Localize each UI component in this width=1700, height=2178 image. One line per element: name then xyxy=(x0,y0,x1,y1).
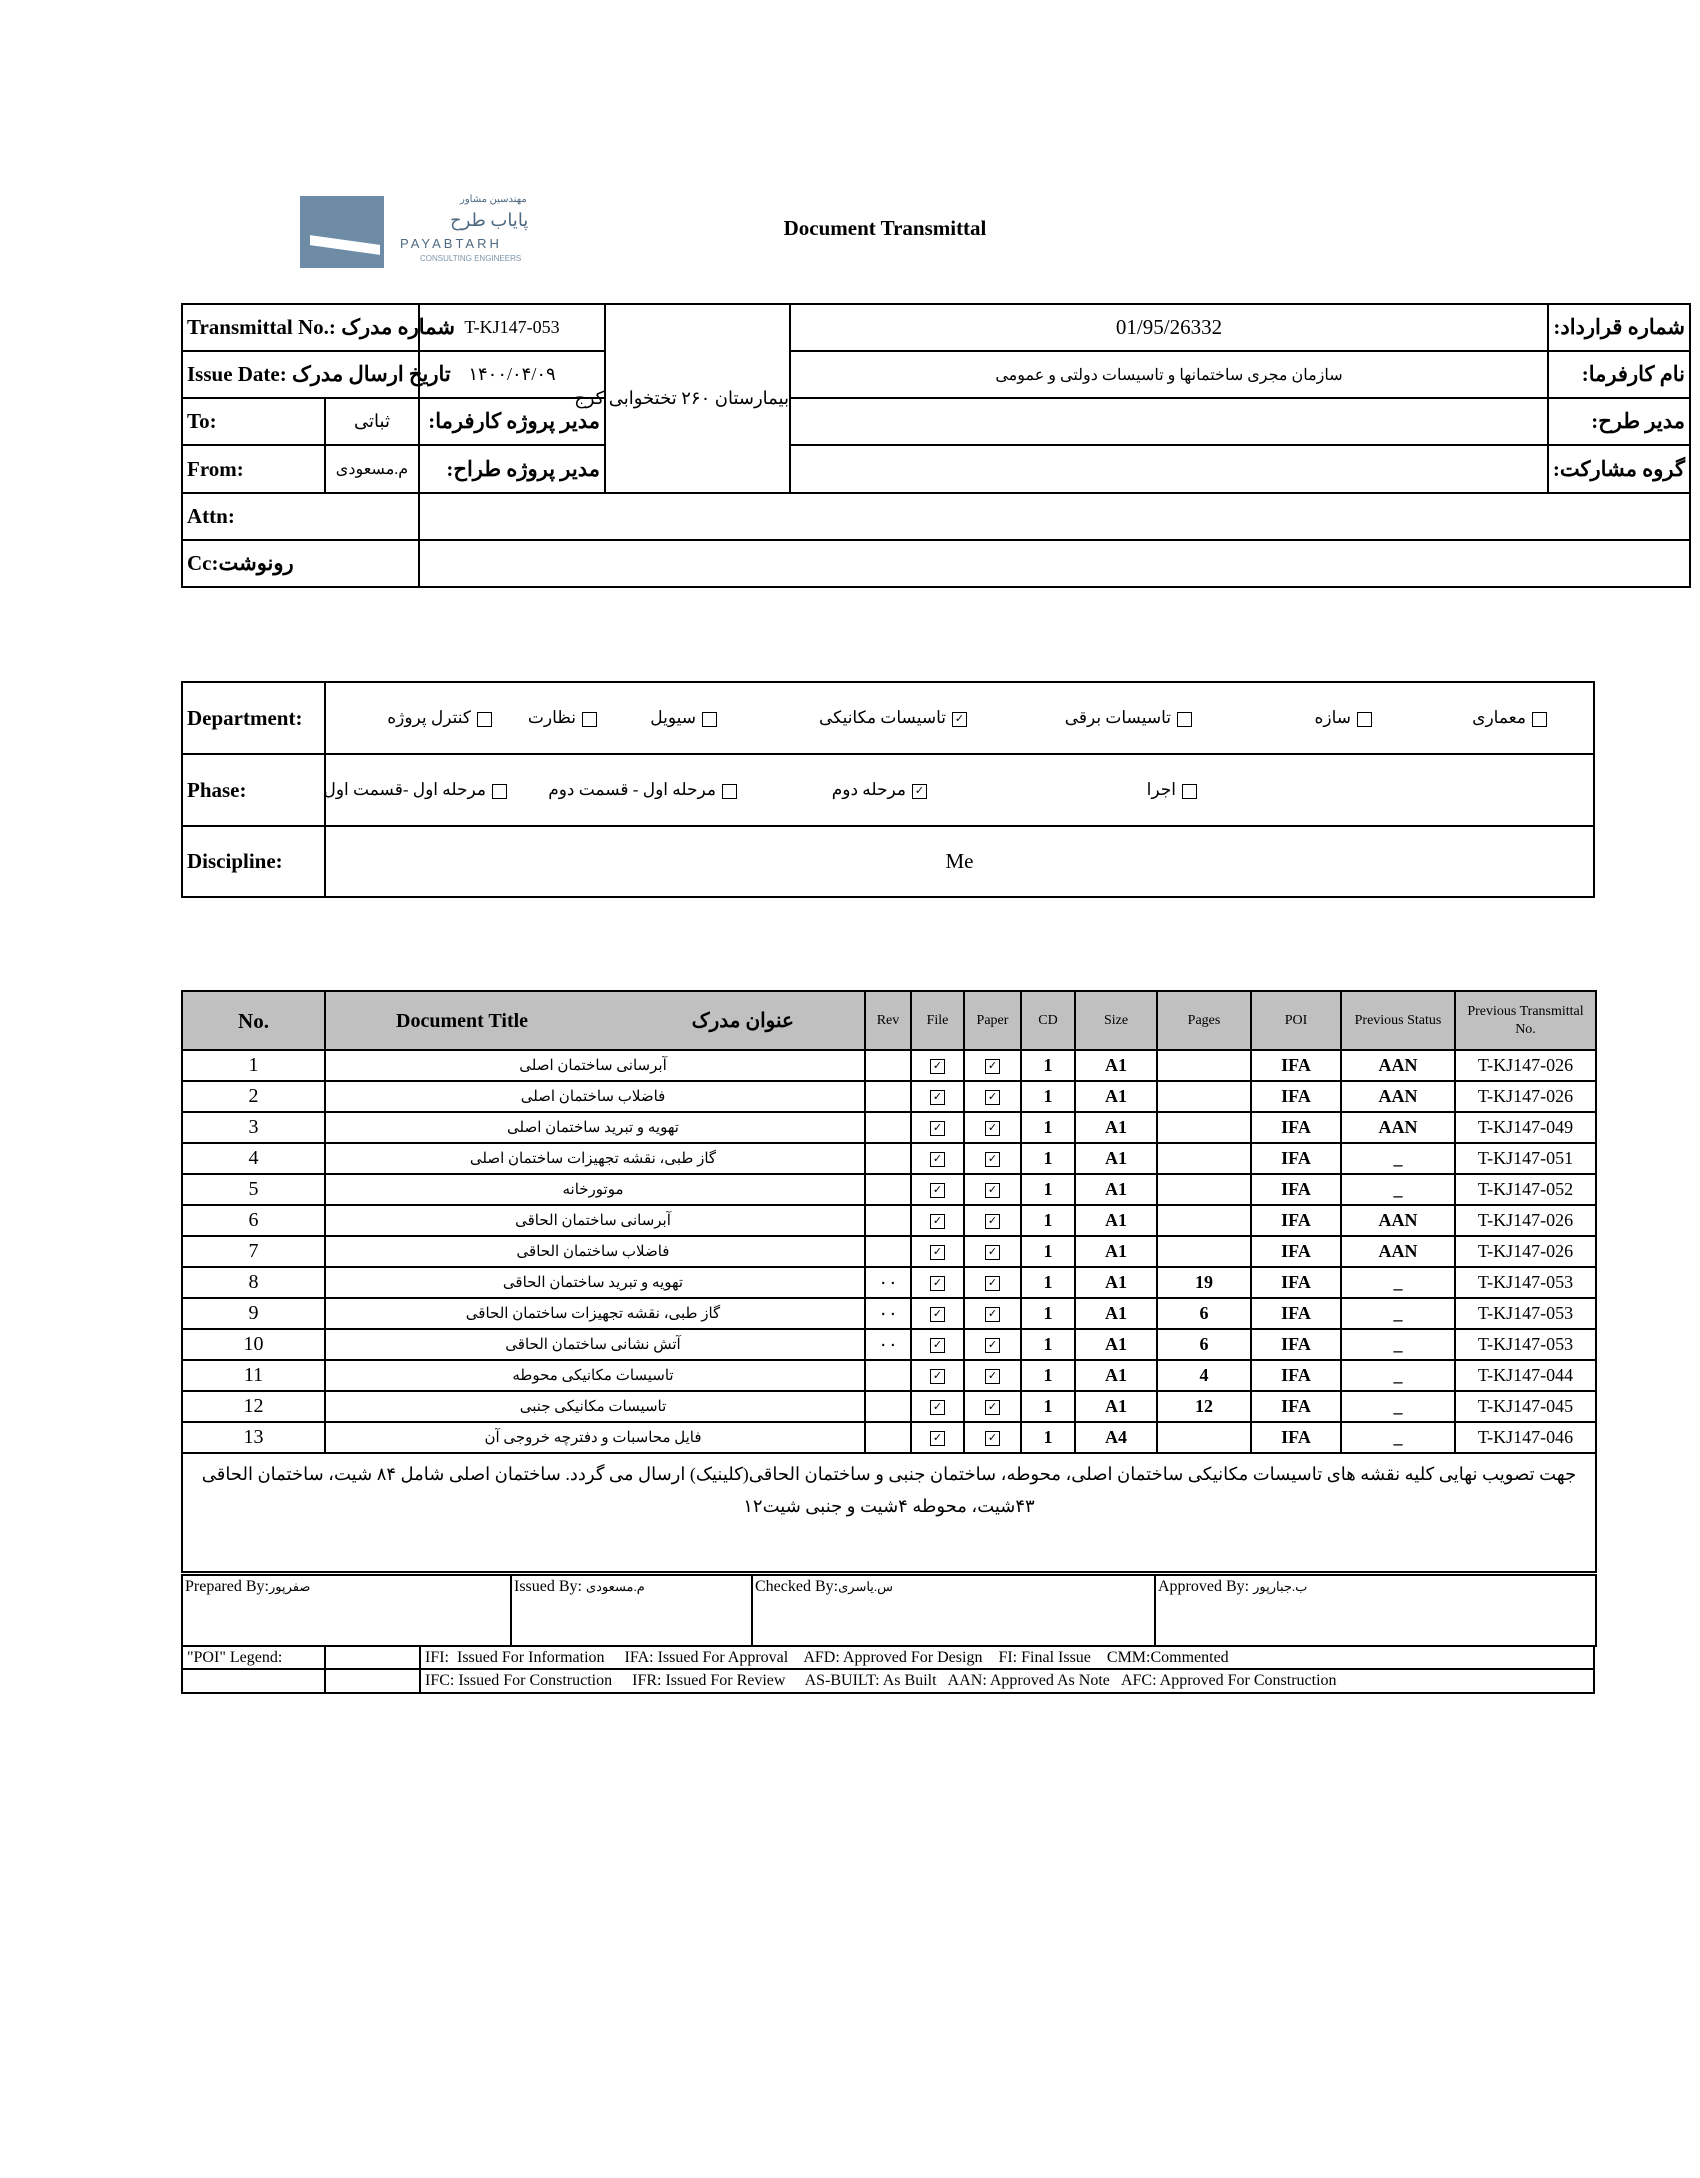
checkbox-icon[interactable] xyxy=(477,712,492,727)
cell-size: A1 xyxy=(1075,1143,1157,1174)
cell-no: 10 xyxy=(182,1329,325,1360)
cell-cd: 1 xyxy=(1021,1298,1075,1329)
checkbox-icon[interactable]: ✓ xyxy=(930,1183,945,1198)
cell-cd: 1 xyxy=(1021,1050,1075,1081)
logo-text-en: PAYABTARH xyxy=(400,236,502,251)
contract-no: 01/95/26332 xyxy=(790,304,1548,351)
checkbox-icon[interactable]: ✓ xyxy=(930,1214,945,1229)
logo-text-fa: پایاب طرح xyxy=(450,210,529,230)
checkbox-icon[interactable]: ✓ xyxy=(985,1245,1000,1260)
legend-spacer xyxy=(325,1646,420,1669)
cell-rev xyxy=(865,1236,911,1267)
table-row xyxy=(182,1143,1596,1174)
poi-legend-table xyxy=(181,1645,1595,1694)
checkbox-icon[interactable] xyxy=(1532,712,1547,727)
cell-prev: T-KJ147-052 xyxy=(1455,1174,1596,1205)
cell-prev: T-KJ147-051 xyxy=(1455,1143,1596,1174)
checkbox-icon[interactable]: ✓ xyxy=(985,1121,1000,1136)
cell-status: _ xyxy=(1341,1267,1455,1298)
table-row xyxy=(182,1081,1596,1112)
phase-label: Phase: xyxy=(182,754,325,826)
cell-cd: 1 xyxy=(1021,1236,1075,1267)
from-value: م.مسعودی xyxy=(325,445,419,493)
transmittal-no-label: Transmittal No.: شماره مدرک xyxy=(182,304,419,351)
option-label: تاسیسات مکانیکی xyxy=(819,708,946,727)
option-label: کنترل پروژه xyxy=(387,708,471,727)
to-label: To: xyxy=(182,398,325,445)
cell-title: آتش نشانی ساختمان الحاقی xyxy=(325,1329,865,1360)
col-title: Document Title عنوان مدرک xyxy=(325,991,865,1050)
col-poi: POI xyxy=(1251,991,1341,1050)
dept-option[interactable] xyxy=(387,708,498,728)
cell-rev xyxy=(865,1360,911,1391)
checkbox-icon[interactable]: ✓ xyxy=(985,1276,1000,1291)
cell-status: AAN xyxy=(1341,1081,1455,1112)
approved-by: Approved By: ب.جبارپور xyxy=(1155,1575,1596,1646)
cell-rev: ۰۰ xyxy=(865,1329,911,1360)
phase-options xyxy=(325,754,1594,826)
cell-title: آبرسانی ساختمان الحاقی xyxy=(325,1205,865,1236)
cell-rev xyxy=(865,1081,911,1112)
discipline-value: Me xyxy=(325,826,1594,897)
cell-size: A1 xyxy=(1075,1081,1157,1112)
cell-title: گاز طبی، نقشه تجهیزات ساختمان اصلی xyxy=(325,1143,865,1174)
partner-value xyxy=(790,445,1548,493)
cell-poi: IFA xyxy=(1251,1081,1341,1112)
cell-pages xyxy=(1157,1422,1251,1453)
cell-prev: T-KJ147-053 xyxy=(1455,1329,1596,1360)
dept-option[interactable] xyxy=(1314,708,1378,728)
cell-prev: T-KJ147-053 xyxy=(1455,1298,1596,1329)
transmittal-no: T-KJ147-053 xyxy=(419,304,605,351)
cell-poi: IFA xyxy=(1251,1112,1341,1143)
dept-option[interactable] xyxy=(819,708,973,728)
cell-pages: 6 xyxy=(1157,1329,1251,1360)
partner-label: گروه مشارکت: xyxy=(1548,445,1690,493)
checkbox-icon[interactable]: ✓ xyxy=(985,1400,1000,1415)
cell-size: A1 xyxy=(1075,1174,1157,1205)
table-row xyxy=(182,1360,1596,1391)
checkbox-icon[interactable]: ✓ xyxy=(930,1152,945,1167)
cell-cd: 1 xyxy=(1021,1391,1075,1422)
checkbox-icon[interactable] xyxy=(1357,712,1372,727)
cell-poi: IFA xyxy=(1251,1329,1341,1360)
checkbox-icon[interactable]: ✓ xyxy=(930,1245,945,1260)
cell-rev xyxy=(865,1174,911,1205)
cell-size: A1 xyxy=(1075,1298,1157,1329)
cell-prev: T-KJ147-026 xyxy=(1455,1236,1596,1267)
cell-paper xyxy=(964,1422,1021,1453)
dept-option[interactable] xyxy=(1065,708,1198,728)
divider xyxy=(418,492,420,586)
cell-title: تاسیسات مکانیکی محوطه xyxy=(325,1360,865,1391)
prepared-by: Prepared By:صفرپور xyxy=(182,1575,511,1646)
client-label: نام کارفرما: xyxy=(1548,351,1690,398)
checkbox-icon[interactable]: ✓ xyxy=(985,1431,1000,1446)
cell-file xyxy=(911,1050,964,1081)
option-label: سازه xyxy=(1314,708,1351,727)
legend-label: "POI" Legend: xyxy=(182,1646,325,1669)
transmittal-note: جهت تصویب نهایی کلیه نقشه های تاسیسات مکانیکی ساختمان اصلی، محوطه، ساختمان جنبی و ساختمان الحاقی(کلینیک) ارسال می گردد. ساختمان اصلی شامل ۸۴ شیت، ساختمان الحاقی ۴۳شیت، محوطه ۴شیت و جنبی شیت۱۲ xyxy=(182,1453,1596,1572)
cell-rev xyxy=(865,1205,911,1236)
cell-title: گاز طبی، نقشه تجهیزات ساختمان الحاقی xyxy=(325,1298,865,1329)
cell-title: فاضلاب ساختمان اصلی xyxy=(325,1081,865,1112)
from-label: From: xyxy=(182,445,325,493)
cell-cd: 1 xyxy=(1021,1329,1075,1360)
cell-no: 6 xyxy=(182,1205,325,1236)
checkbox-icon[interactable]: ✓ xyxy=(985,1090,1000,1105)
cell-poi: IFA xyxy=(1251,1174,1341,1205)
cell-no: 13 xyxy=(182,1422,325,1453)
cell-cd: 1 xyxy=(1021,1422,1075,1453)
option-label: مرحله اول -قسمت اول xyxy=(323,780,486,799)
cell-prev: T-KJ147-053 xyxy=(1455,1267,1596,1298)
cell-size: A1 xyxy=(1075,1329,1157,1360)
phase-option[interactable] xyxy=(323,780,513,800)
col-file: File xyxy=(911,991,964,1050)
cell-paper xyxy=(964,1236,1021,1267)
option-label: سیویل xyxy=(650,708,696,727)
cell-cd: 1 xyxy=(1021,1112,1075,1143)
cell-title: فاضلاب ساختمان الحاقی xyxy=(325,1236,865,1267)
discipline-label: Discipline: xyxy=(182,826,325,897)
department-label: Department: xyxy=(182,682,325,754)
cell-cd: 1 xyxy=(1021,1360,1075,1391)
col-cd: CD xyxy=(1021,991,1075,1050)
cell-file xyxy=(911,1360,964,1391)
company-logo xyxy=(300,194,565,270)
checkbox-icon[interactable]: ✓ xyxy=(930,1338,945,1353)
cell-pages xyxy=(1157,1081,1251,1112)
cell-file xyxy=(911,1236,964,1267)
cell-pages xyxy=(1157,1236,1251,1267)
checkbox-icon[interactable]: ✓ xyxy=(930,1307,945,1322)
cell-pages: 19 xyxy=(1157,1267,1251,1298)
cell-pages xyxy=(1157,1050,1251,1081)
dept-option[interactable] xyxy=(528,708,603,728)
cell-file xyxy=(911,1267,964,1298)
checkbox-icon[interactable]: ✓ xyxy=(930,1121,945,1136)
legend-spacer xyxy=(182,1669,325,1693)
checkbox-icon[interactable] xyxy=(722,784,737,799)
cell-title: تهویه و تبرید ساختمان الحاقی xyxy=(325,1267,865,1298)
page-title: Document Transmittal xyxy=(783,216,987,240)
checkbox-icon[interactable]: ✓ xyxy=(985,1059,1000,1074)
checkbox-icon[interactable] xyxy=(582,712,597,727)
cell-file xyxy=(911,1205,964,1236)
checkbox-icon[interactable]: ✓ xyxy=(985,1369,1000,1384)
dept-option[interactable] xyxy=(650,708,723,728)
table-row xyxy=(182,1174,1596,1205)
cell-paper xyxy=(964,1174,1021,1205)
cell-paper xyxy=(964,1391,1021,1422)
cell-pages xyxy=(1157,1174,1251,1205)
classification-table xyxy=(181,681,1595,898)
cell-status: _ xyxy=(1341,1422,1455,1453)
cell-rev xyxy=(865,1112,911,1143)
cell-paper xyxy=(964,1081,1021,1112)
cell-paper xyxy=(964,1143,1021,1174)
table-row xyxy=(182,1298,1596,1329)
cell-file xyxy=(911,1112,964,1143)
table-row xyxy=(182,1236,1596,1267)
cell-poi: IFA xyxy=(1251,1236,1341,1267)
contract-label: شماره قرارداد: xyxy=(1548,304,1690,351)
cell-status: _ xyxy=(1341,1174,1455,1205)
cell-rev xyxy=(865,1391,911,1422)
option-label: تاسیسات برقی xyxy=(1064,708,1171,727)
cell-paper xyxy=(964,1329,1021,1360)
attn-label: Attn: xyxy=(182,493,419,540)
col-no: No. xyxy=(182,991,325,1050)
checkbox-icon[interactable]: ✓ xyxy=(930,1276,945,1291)
cell-title: تاسیسات مکانیکی جنبی xyxy=(325,1391,865,1422)
legend-spacer xyxy=(325,1669,420,1693)
cell-size: A1 xyxy=(1075,1267,1157,1298)
cell-size: A1 xyxy=(1075,1391,1157,1422)
cell-paper xyxy=(964,1112,1021,1143)
cell-cd: 1 xyxy=(1021,1081,1075,1112)
signatures-table xyxy=(181,1574,1597,1647)
col-prev-status: Previous Status xyxy=(1341,991,1455,1050)
cell-status: AAN xyxy=(1341,1205,1455,1236)
cell-size: A1 xyxy=(1075,1050,1157,1081)
option-label: معماری xyxy=(1472,708,1526,727)
cell-prev: T-KJ147-026 xyxy=(1455,1050,1596,1081)
cell-size: A1 xyxy=(1075,1236,1157,1267)
department-options xyxy=(325,682,1594,754)
checkbox-icon[interactable]: ✓ xyxy=(985,1152,1000,1167)
cell-poi: IFA xyxy=(1251,1205,1341,1236)
issued-by: Issued By: م.مسعودی xyxy=(511,1575,752,1646)
cell-status: _ xyxy=(1341,1143,1455,1174)
cell-size: A4 xyxy=(1075,1422,1157,1453)
transmittal-info-table xyxy=(181,303,1691,588)
cell-status: AAN xyxy=(1341,1050,1455,1081)
cell-no: 3 xyxy=(182,1112,325,1143)
col-size: Size xyxy=(1075,991,1157,1050)
col-prev-transmittal: Previous Transmittal No. xyxy=(1455,991,1596,1050)
checkbox-icon[interactable]: ✓ xyxy=(985,1338,1000,1353)
cell-rev: ۰۰ xyxy=(865,1267,911,1298)
issue-date: ۱۴۰۰/۰۴/۰۹ xyxy=(419,351,605,398)
logo-subtitle: CONSULTING ENGINEERS xyxy=(420,254,522,263)
cell-paper xyxy=(964,1360,1021,1391)
cell-file xyxy=(911,1174,964,1205)
cell-pages xyxy=(1157,1143,1251,1174)
cc-label: Cc:رونوشت xyxy=(182,540,419,587)
checkbox-icon[interactable]: ✓ xyxy=(985,1214,1000,1229)
cell-cd: 1 xyxy=(1021,1205,1075,1236)
cell-file xyxy=(911,1143,964,1174)
logo-mark xyxy=(300,196,384,268)
phase-option[interactable] xyxy=(832,780,933,800)
cell-pages: 4 xyxy=(1157,1360,1251,1391)
option-label: مرحله دوم xyxy=(831,780,906,799)
table-row xyxy=(182,1267,1596,1298)
cell-title: تهویه و تبرید ساختمان اصلی xyxy=(325,1112,865,1143)
option-label: اجرا xyxy=(1146,780,1176,799)
cell-no: 7 xyxy=(182,1236,325,1267)
attn-value xyxy=(419,493,1690,540)
cell-cd: 1 xyxy=(1021,1143,1075,1174)
checkbox-icon[interactable]: ✓ xyxy=(985,1183,1000,1198)
dept-option[interactable] xyxy=(1472,708,1553,728)
cell-size: A1 xyxy=(1075,1205,1157,1236)
option-label: مرحله اول - قسمت دوم xyxy=(548,780,716,799)
checkbox-icon[interactable]: ✓ xyxy=(930,1090,945,1105)
checkbox-icon[interactable] xyxy=(492,784,507,799)
phase-option[interactable] xyxy=(1147,780,1203,800)
checkbox-icon[interactable] xyxy=(1177,712,1192,727)
cell-rev xyxy=(865,1143,911,1174)
checkbox-icon[interactable]: ✓ xyxy=(985,1307,1000,1322)
cell-pages: 12 xyxy=(1157,1391,1251,1422)
checkbox-icon[interactable] xyxy=(702,712,717,727)
col-pages: Pages xyxy=(1157,991,1251,1050)
cell-prev: T-KJ147-046 xyxy=(1455,1422,1596,1453)
cell-prev: T-KJ147-026 xyxy=(1455,1205,1596,1236)
cell-file xyxy=(911,1298,964,1329)
cell-status: AAN xyxy=(1341,1236,1455,1267)
cell-title: موتورخانه xyxy=(325,1174,865,1205)
cell-title: آبرسانی ساختمان اصلی xyxy=(325,1050,865,1081)
client-pm-label: مدیر پروژه کارفرما: xyxy=(419,398,605,445)
cell-paper xyxy=(964,1050,1021,1081)
cell-paper xyxy=(964,1298,1021,1329)
checkbox-icon[interactable]: ✓ xyxy=(930,1400,945,1415)
table-row xyxy=(182,1050,1596,1081)
legend-line-2: IFC: Issued For Construction IFR: Issued For Review AS-BUILT: As Built AAN: Approved As Note AFC: Approved For Construction xyxy=(420,1669,1594,1693)
cell-no: 2 xyxy=(182,1081,325,1112)
cell-no: 5 xyxy=(182,1174,325,1205)
cell-no: 1 xyxy=(182,1050,325,1081)
cell-prev: T-KJ147-049 xyxy=(1455,1112,1596,1143)
col-paper: Paper xyxy=(964,991,1021,1050)
checkbox-icon[interactable]: ✓ xyxy=(930,1059,945,1074)
cell-size: A1 xyxy=(1075,1360,1157,1391)
cell-no: 11 xyxy=(182,1360,325,1391)
cell-file xyxy=(911,1081,964,1112)
documents-table xyxy=(181,990,1597,1573)
checkbox-icon[interactable]: ✓ xyxy=(912,784,927,799)
cell-rev xyxy=(865,1422,911,1453)
cell-poi: IFA xyxy=(1251,1267,1341,1298)
cell-size: A1 xyxy=(1075,1112,1157,1143)
checkbox-icon[interactable]: ✓ xyxy=(930,1369,945,1384)
checked-by: Checked By:س.یاسری xyxy=(752,1575,1155,1646)
cell-poi: IFA xyxy=(1251,1143,1341,1174)
cell-rev: ۰۰ xyxy=(865,1298,911,1329)
issue-date-label: Issue Date: تاریخ ارسال مدرک xyxy=(182,351,419,398)
cell-rev xyxy=(865,1050,911,1081)
table-row xyxy=(182,1329,1596,1360)
col-rev: Rev xyxy=(865,991,911,1050)
cell-paper xyxy=(964,1205,1021,1236)
cell-prev: T-KJ147-044 xyxy=(1455,1360,1596,1391)
cell-pages: 6 xyxy=(1157,1298,1251,1329)
cell-no: 12 xyxy=(182,1391,325,1422)
phase-option[interactable] xyxy=(548,780,743,800)
legend-line-1: IFI: Issued For Information IFA: Issued For Approval AFD: Approved For Design FI: Final Issue CMM:Commented xyxy=(420,1646,1594,1669)
cell-no: 8 xyxy=(182,1267,325,1298)
cell-status: _ xyxy=(1341,1360,1455,1391)
cell-status: _ xyxy=(1341,1298,1455,1329)
plan-manager-label: مدیر طرح: xyxy=(1548,398,1690,445)
cell-poi: IFA xyxy=(1251,1391,1341,1422)
cell-file xyxy=(911,1391,964,1422)
cell-poi: IFA xyxy=(1251,1422,1341,1453)
cell-file xyxy=(911,1329,964,1360)
cell-cd: 1 xyxy=(1021,1267,1075,1298)
cell-status: _ xyxy=(1341,1391,1455,1422)
table-row xyxy=(182,1205,1596,1236)
to-value: ثباتی xyxy=(325,398,419,445)
cell-poi: IFA xyxy=(1251,1298,1341,1329)
cell-poi: IFA xyxy=(1251,1050,1341,1081)
cell-paper xyxy=(964,1267,1021,1298)
cell-prev: T-KJ147-045 xyxy=(1455,1391,1596,1422)
cell-no: 4 xyxy=(182,1143,325,1174)
cell-pages xyxy=(1157,1205,1251,1236)
table-row xyxy=(182,1422,1596,1453)
cell-no: 9 xyxy=(182,1298,325,1329)
cell-cd: 1 xyxy=(1021,1174,1075,1205)
checkbox-icon[interactable]: ✓ xyxy=(930,1431,945,1446)
cell-pages xyxy=(1157,1112,1251,1143)
checkbox-icon[interactable]: ✓ xyxy=(952,712,967,727)
client-name: سازمان مجری ساختمانها و تاسیسات دولتی و عمومی xyxy=(790,351,1548,398)
option-label: نظارت xyxy=(527,708,576,727)
plan-manager-value xyxy=(790,398,1548,445)
cell-status: AAN xyxy=(1341,1112,1455,1143)
table-row xyxy=(182,1391,1596,1422)
table-row xyxy=(182,1112,1596,1143)
checkbox-icon[interactable] xyxy=(1182,784,1197,799)
project-name: بیمارستان ۲۶۰ تختخوابی کرج xyxy=(605,304,790,493)
logo-text: مهندسین مشاور xyxy=(460,194,527,205)
cc-value xyxy=(419,540,1690,587)
designer-pm-label: مدیر پروژه طراح: xyxy=(419,445,605,493)
cell-file xyxy=(911,1422,964,1453)
cell-title: فایل محاسبات و دفترچه خروجی آن xyxy=(325,1422,865,1453)
cell-poi: IFA xyxy=(1251,1360,1341,1391)
cell-status: _ xyxy=(1341,1329,1455,1360)
cell-prev: T-KJ147-026 xyxy=(1455,1081,1596,1112)
